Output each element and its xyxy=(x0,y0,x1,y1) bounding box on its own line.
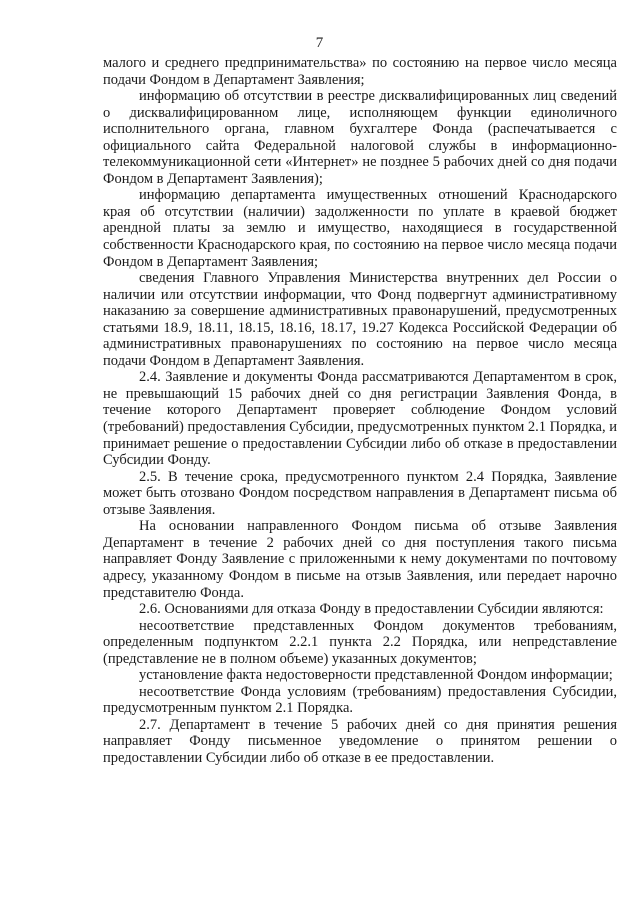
paragraph-refusal-ground-unreliable-info: установление факта недостоверности представленной Фондом информации; xyxy=(139,667,613,684)
paragraph-2-7: 2.7. Департамент в течение 5 рабочих дней со дня принятия решения направляет Фонду письменное уведомление о принятом решении о предоставлении Субсидии либо об отказе в ее предоставлении. xyxy=(103,716,617,766)
paragraph-2-4: 2.4. Заявление и документы Фонда рассматриваются Департаментом в срок, не превышающий 15 рабочих дней со дня регистрации Заявления Фонда, в течение которого Департамент проверяет соблюдение Фондом условий (требований) предоставления Субсидии, предусмотренных пунктом 2.1 Порядка, и принимает решение о предоставлении Субсидии либо об отказе в предоставлении Субсидии Фонду. xyxy=(103,369,617,469)
paragraph-disqualified-persons-info: информацию об отсутствии в реестре дисквалифицированных лиц сведений о дисквалифицированном лице, исполняющем функции единоличного исполнительного органа, главном бухгалтере Фонда (распечатывается с официального сайта Федеральной налоговой службы в информационно-телекоммуникационной сети «Интернет» не позднее 5 рабочих дней со дня подачи Фондом в Департамент Заявления); xyxy=(103,88,617,187)
paragraph-continuation: малого и среднего предпринимательства» по состоянию на первое число месяца подачи Фондом в Департамент Заявления; xyxy=(103,55,617,88)
paragraph-2-5: 2.5. В течение срока, предусмотренного пунктом 2.4 Порядка, Заявление может быть отозвано Фондом посредством направления в Департамент письма об отзыве Заявления. xyxy=(103,468,617,518)
paragraph-2-6: 2.6. Основаниями для отказа Фонду в предоставлении Субсидии являются: xyxy=(139,601,604,618)
paragraph-refusal-ground-conditions: несоответствие Фонда условиям (требованиям) предоставления Субсидии, предусмотренным пунктом 2.1 Порядка. xyxy=(103,683,617,717)
document-body xyxy=(103,55,617,767)
paragraph-mvd-info: сведения Главного Управления Министерства внутренних дел России о наличии или отсутствии информации, что Фонд подвергнут административному наказанию за совершение административных правонарушений, предусмотренных статьями 18.9, 18.11, 18.15, 18.16, 18.17, 19.27 Кодекса Российской Федерации об административных правонарушениях по состоянию на первое число месяца подачи Фондом в Департамент Заявления. xyxy=(103,270,617,369)
paragraph-refusal-ground-documents: несоответствие представленных Фондом документов требованиям, определенным подпунктом 2.2.1 пункта 2.2 Порядка, или непредставление (представление не в полном объеме) указанных документов; xyxy=(103,617,617,667)
paragraph-property-department-info: информацию департамента имущественных отношений Краснодарского края об отсутствии (наличии) задолженности по уплате в краевой бюджет арендной платы за землю и имущество, находящиеся в государственной собственности Краснодарского края, по состоянию на первое число месяца подачи Фондом в Департамент Заявления; xyxy=(103,187,617,270)
page-number: 7 xyxy=(315,35,324,51)
paragraph-withdrawal-return: На основании направленного Фондом письма об отзыве Заявления Департамент в течение 2 рабочих дней со дня поступления такого письма направляет Фонду Заявление с приложенными к нему документами по почтовому адресу, указанному Фондом в письме на отзыв Заявления, или передает нарочно представителю Фонда. xyxy=(103,518,617,601)
